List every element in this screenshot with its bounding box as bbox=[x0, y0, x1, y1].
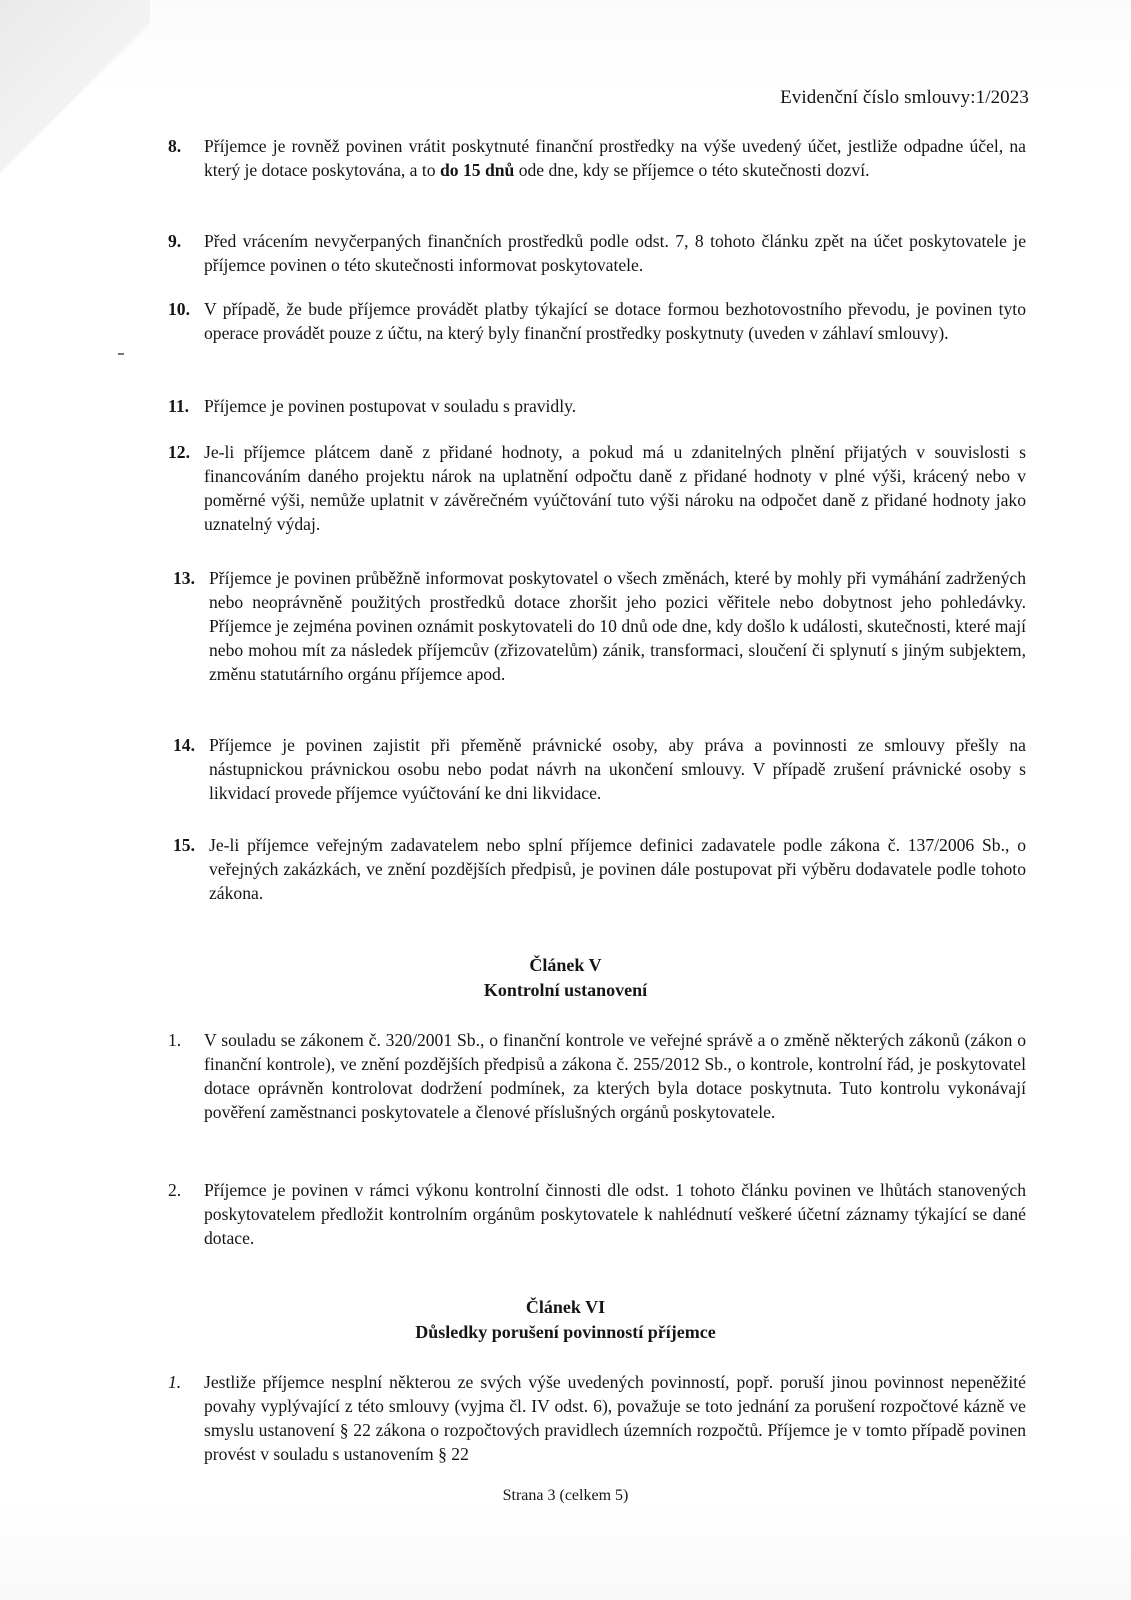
item-number: 10. bbox=[168, 299, 190, 319]
item-number: 1. bbox=[168, 1030, 182, 1050]
contract-number: Evidenční číslo smlouvy:1/2023 bbox=[780, 87, 1029, 108]
list-item-11 bbox=[168, 394, 1026, 418]
item-text: Jestliže příjemce nesplní některou ze svých výše uvedených povinností, popř. poruší jinou povinnost nepeněžité povahy vyplývající z této smlouvy (vyjma čl. IV odst. 6), považuje se toto jednání za porušení rozpočtové kázně ve smyslu ustanovení § 22 zákona o rozpočtových pravidlech územních rozpočtů. Příjemce je v tomto případě povinen provést v souladu s ustanovením § 22 bbox=[204, 1372, 1026, 1464]
item-number: 8. bbox=[168, 136, 182, 156]
article-5-item-1 bbox=[168, 1028, 1026, 1124]
item-text: V případě, že bude příjemce provádět platby týkající se dotace formou bezhotovostního převodu, je povinen tyto operace provádět pouze z účtu, na který byly finanční prostředky poskytnuty (uveden v záhlaví smlouvy). bbox=[204, 299, 1026, 343]
item-number: 11. bbox=[168, 396, 190, 416]
item-number: 13. bbox=[173, 568, 195, 588]
item-text: Příjemce je povinen v rámci výkonu kontrolní činnosti dle odst. 1 tohoto článku povinen ve lhůtách stanovených poskytovatelem předložit kontrolním orgánům poskytovatele k nahlédnutí veškeré účetní záznamy týkající se dané dotace. bbox=[204, 1180, 1026, 1248]
item-number: 2. bbox=[168, 1180, 182, 1200]
article-6-item-1 bbox=[168, 1370, 1026, 1466]
article-5-title: Článek V bbox=[529, 955, 602, 975]
list-item-14 bbox=[173, 733, 1026, 805]
page-number: Strana 3 (celkem 5) bbox=[502, 1487, 629, 1504]
article-5-item-2 bbox=[168, 1178, 1026, 1250]
list-item-9 bbox=[168, 229, 1026, 277]
list-item-13 bbox=[173, 566, 1026, 686]
item-text: Příjemce je povinen zajistit při přeměně právnické osoby, aby práva a povinnosti ze smlouvy přešly na nástupnickou právnickou osobu nebo podat návrh na ukončení smlouvy. V případě zrušení právnické osoby s likvidací provede příjemce vyúčtování ke dni likvidace. bbox=[209, 735, 1026, 803]
item-text: Příjemce je povinen postupovat v souladu s pravidly. bbox=[204, 396, 577, 416]
list-item-15 bbox=[173, 833, 1026, 905]
page-fold-corner bbox=[0, 0, 150, 230]
item-number: 1. bbox=[168, 1372, 182, 1392]
article-5-subtitle: Kontrolní ustanovení bbox=[483, 980, 648, 1000]
list-item-10 bbox=[168, 297, 1026, 345]
item-number: 9. bbox=[168, 231, 182, 251]
deadline-emphasis: do 15 dnů bbox=[439, 160, 515, 180]
item-text: Je-li příjemce plátcem daně z přidané hodnoty, a pokud má u zdanitelných plnění přijatých v souvislosti s financováním daného projektu nárok na uplatnění odpočtu daně z přidané hodnoty v plné výši, krácený nebo v poměrné výši, nemůže uplatnit v závěrečném vyúčtování tuto výši nároku na odpočet daně z přidané hodnoty jako uznatelný výdaj. bbox=[204, 442, 1026, 534]
item-number: 12. bbox=[168, 442, 190, 462]
list-item-8 bbox=[168, 134, 1026, 182]
item-number: 15. bbox=[173, 835, 195, 855]
article-6-title: Článek VI bbox=[525, 1297, 606, 1317]
margin-mark bbox=[118, 353, 124, 355]
item-text: Příjemce je rovněž povinen vrátit poskytnuté finanční prostředky na výše uvedený účet, jestliže odpadne účel, na který je dotace poskytována, a to do 15 dnů ode dne, kdy se příjemce o této skutečnosti dozví. bbox=[204, 136, 1026, 180]
item-text: Je-li příjemce veřejným zadavatelem nebo splní příjemce definici zadavatele podle zákona č. 137/2006 Sb., o veřejných zakázkách, ve znění pozdějších předpisů, je povinen dále postupovat při výběru dodavatele podle tohoto zákona. bbox=[209, 835, 1026, 903]
article-6-subtitle: Důsledky porušení povinností příjemce bbox=[415, 1322, 716, 1342]
item-text: Příjemce je povinen průběžně informovat poskytovatel o všech změnách, které by mohly při vymáhání zadržených nebo neoprávněně použitých prostředků dotace zhoršit jeho pozici věřitele nebo dobytnost jeho pohledávky. Příjemce je zejména povinen oznámit poskytovateli do 10 dnů ode dne, kdy došlo k události, skutečnosti, které mají nebo mohou mít za následek příjemcův (zřizovatelům) zánik, transformaci, sloučení či splynutí s jiným subjektem, změnu statutárního orgánu příjemce apod. bbox=[209, 568, 1026, 684]
list-item-12 bbox=[168, 440, 1026, 536]
item-text: V souladu se zákonem č. 320/2001 Sb., o finanční kontrole ve veřejné správě a o změně některých zákonů (zákon o finanční kontrole), ve znění pozdějších předpisů a zákona č. 255/2012 Sb., o kontrole, kontrolní řád, je poskytovatel dotace oprávněn kontrolovat dodržení podmínek, za kterých byla dotace poskytnuta. Tuto kontrolu vykonávají pověření zaměstnanci poskytovatele a členové příslušných orgánů poskytovatele. bbox=[204, 1030, 1026, 1122]
item-text: Před vrácením nevyčerpaných finančních prostředků podle odst. 7, 8 tohoto článku zpět na účet poskytovatele je příjemce povinen o této skutečnosti informovat poskytovatele. bbox=[204, 231, 1026, 275]
item-number: 14. bbox=[173, 735, 195, 755]
